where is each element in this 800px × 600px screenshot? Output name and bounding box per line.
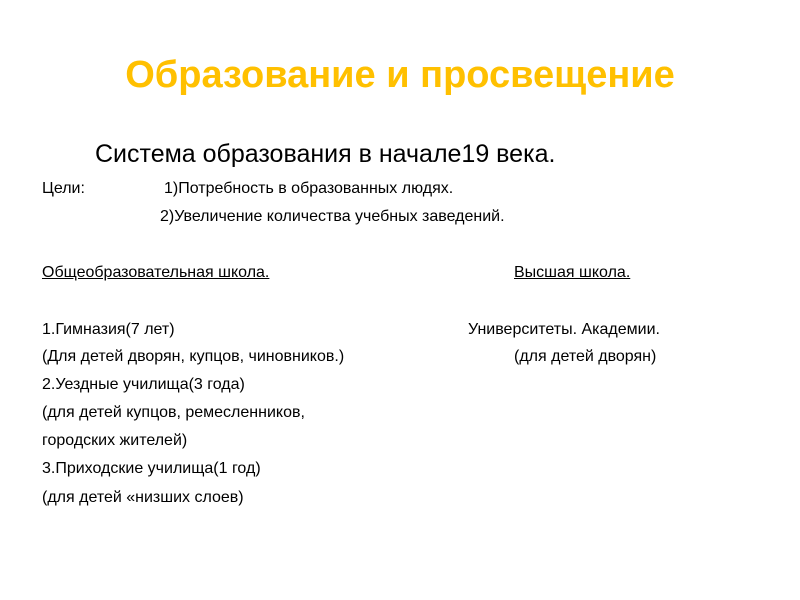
general-school-header (42, 262, 457, 284)
left-list-item: (Для детей дворян, купцов, чиновников.) (42, 348, 345, 365)
goal-item-2: 2)Увеличение количества учебных заведений. (160, 208, 505, 225)
slide-title: Образование и просвещение (125, 54, 675, 96)
left-list-item: городских жителей) (42, 432, 188, 449)
goals-label: Цели: (42, 180, 85, 197)
goal-item-1: 1)Потребность в образованных людях. (164, 180, 454, 197)
left-list-item: (для детей «низших слоев) (42, 489, 244, 506)
general-school-header-text: Общеобразовательная школа. (42, 264, 270, 281)
left-list-item: 2.Уездные училища(3 года) (42, 376, 245, 393)
left-list-item: 1.Гимназия(7 лет) (42, 321, 175, 338)
higher-school-header: Высшая школа. (514, 264, 631, 281)
left-list-item: 3.Приходские училища(1 год) (42, 460, 261, 477)
right-list-item: (для детей дворян) (514, 348, 657, 365)
slide-subtitle: Система образования в начале19 века. (95, 140, 556, 168)
left-list-item: (для детей купцов, ремесленников, (42, 404, 305, 421)
right-list-item: Университеты. Академии. (468, 321, 660, 338)
